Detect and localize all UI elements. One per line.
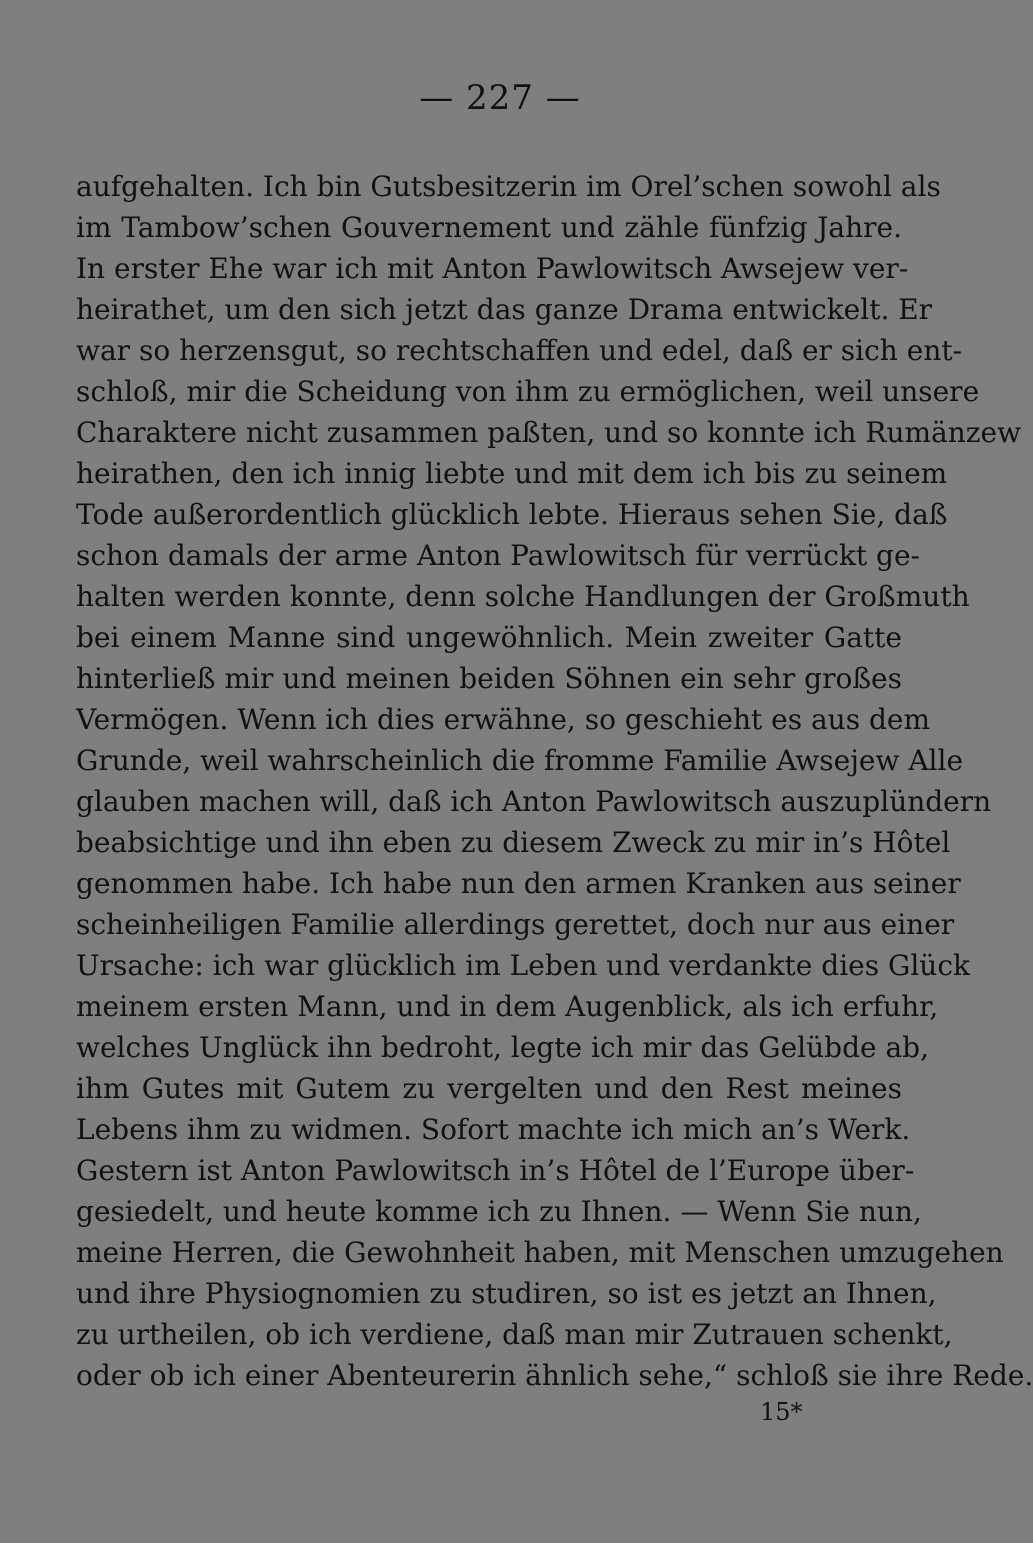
- text-line: ihm Gutes mit Gutem zu vergelten und den Rest meines: [76, 1072, 902, 1105]
- text-line: scheinheiligen Familie allerdings gerettet, doch nur aus einer: [76, 908, 955, 941]
- text-line: gesiedelt, und heute komme ich zu Ihnen. — Wenn Sie nun,: [76, 1195, 922, 1228]
- text-line: Lebens ihm zu widmen. Sofort machte ich mich an’s Werk.: [76, 1113, 911, 1146]
- text-line: war so herzensgut, so rechtschaffen und edel, daß er sich ent-: [76, 334, 963, 367]
- text-line: genommen habe. Ich habe nun den armen Kranken aus seiner: [76, 867, 961, 900]
- text-line: aufgehalten. Ich bin Gutsbesitzerin im Orel’schen sowohl als: [76, 170, 941, 203]
- text-line: Grunde, weil wahrscheinlich die fromme Familie Awsejew Alle: [76, 744, 964, 777]
- text-line: glauben machen will, daß ich Anton Pawlowitsch auszuplündern: [76, 785, 992, 818]
- text-line: zu urtheilen, ob ich verdiene, daß man mir Zutrauen schenkt,: [76, 1318, 953, 1351]
- text-line: heirathet, um den sich jetzt das ganze Drama entwickelt. Er: [76, 293, 933, 326]
- page-number-header: — 227 —: [419, 78, 581, 118]
- text-line: Tode außerordentlich glücklich lebte. Hieraus sehen Sie, daß: [76, 498, 948, 531]
- text-line: bei einem Manne sind ungewöhnlich. Mein zweiter Gatte: [76, 621, 902, 654]
- text-line: Charaktere nicht zusammen paßten, und so konnte ich Rumänzew: [76, 416, 1022, 449]
- text-line: In erster Ehe war ich mit Anton Pawlowitsch Awsejew ver-: [76, 252, 909, 285]
- signature-mark: 15*: [760, 1398, 803, 1426]
- text-line: im Tambow’schen Gouvernement und zähle fünfzig Jahre.: [76, 211, 902, 244]
- text-line: meinem ersten Mann, und in dem Augenblick, als ich erfuhr,: [76, 990, 939, 1023]
- text-line: welches Unglück ihn bedroht, legte ich mir das Gelübde ab,: [76, 1031, 929, 1064]
- text-line: Ursache: ich war glücklich im Leben und verdankte dies Glück: [76, 949, 970, 982]
- text-line: oder ob ich einer Abenteurerin ähnlich sehe,“ schloß sie ihre Rede.: [76, 1359, 1033, 1392]
- text-line: beabsichtige und ihn eben zu diesem Zweck zu mir in’s Hôtel: [76, 826, 951, 859]
- text-line: hinterließ mir und meinen beiden Söhnen ein sehr großes: [76, 662, 902, 695]
- text-line: meine Herren, die Gewohnheit haben, mit Menschen umzugehen: [76, 1236, 1004, 1269]
- text-line: heirathen, den ich innig liebte und mit dem ich bis zu seinem: [76, 457, 948, 490]
- text-line: Vermögen. Wenn ich dies erwähne, so geschieht es aus dem: [76, 703, 931, 736]
- body-text: [76, 166, 1033, 1396]
- text-line: schloß, mir die Scheidung von ihm zu ermöglichen, weil unsere: [76, 375, 980, 408]
- text-line: und ihre Physiognomien zu studiren, so ist es jetzt an Ihnen,: [76, 1277, 937, 1310]
- text-line: halten werden konnte, denn solche Handlungen der Großmuth: [76, 580, 970, 613]
- text-line: Gestern ist Anton Pawlowitsch in’s Hôtel de l’Europe über-: [76, 1154, 915, 1187]
- text-line: schon damals der arme Anton Pawlowitsch für verrückt ge-: [76, 539, 920, 572]
